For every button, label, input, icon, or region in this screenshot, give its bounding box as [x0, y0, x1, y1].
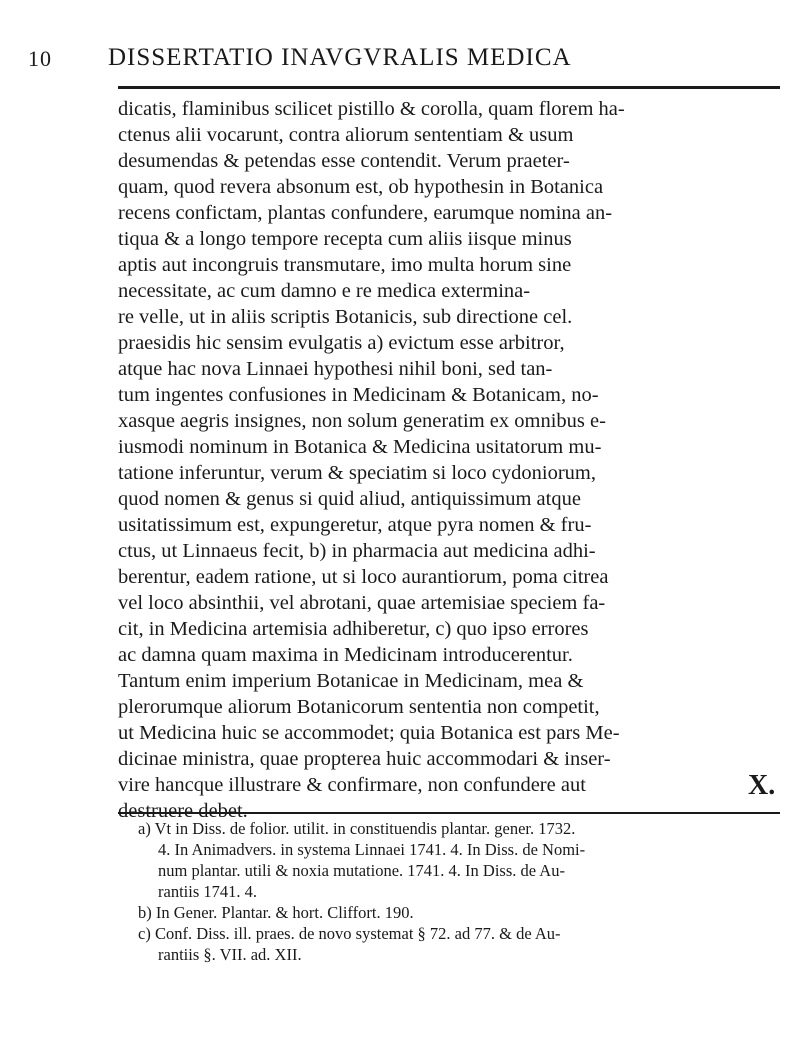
- body-line: necessitate, ac cum damno e re medica extermina-: [118, 280, 531, 302]
- body-line: quam, quod revera absonum est, ob hypothesin in Botanica: [118, 176, 604, 198]
- footnote-line: c) Conf. Diss. ill. praes. de novo systemat § 72. ad 77. & de Au-: [138, 924, 561, 943]
- footnote-line: 4. In Animadvers. in systema Linnaei 1741. 4. In Diss. de Nomi-: [158, 840, 586, 859]
- page-header: [28, 44, 768, 74]
- body-line: xasque aegris insignes, non solum generatim ex omnibus e-: [118, 410, 606, 432]
- body-line: aptis aut incongruis transmutare, imo multa horum sine: [118, 254, 572, 276]
- footnote-line: b) In Gener. Plantar. & hort. Cliffort. 190.: [138, 903, 414, 922]
- footnote-rule: [118, 812, 780, 814]
- body-line: quod nomen & genus si quid aliud, antiquissimum atque: [118, 488, 581, 510]
- footnotes: [138, 818, 778, 965]
- footnote-line: rantiis §. VII. ad. XII.: [158, 945, 302, 964]
- body-line: cit, in Medicina artemisia adhiberetur, c) quo ipso errores: [118, 618, 589, 640]
- page-number: 10: [28, 46, 52, 71]
- running-title: DISSERTATIO INAVGVRALIS MEDICA: [108, 44, 572, 71]
- body-line: ctenus alii vocarunt, contra aliorum sententiam & usum: [118, 124, 574, 146]
- body-text: [118, 96, 780, 824]
- body-line: tatione inferuntur, verum & speciatim si loco cydoniorum,: [118, 462, 596, 484]
- body-line: usitatissimum est, expungeretur, atque pyra nomen & fru-: [118, 514, 592, 536]
- body-line: recens confictam, plantas confundere, earumque nomina an-: [118, 202, 613, 224]
- body-line: atque hac nova Linnaei hypothesi nihil boni, sed tan-: [118, 358, 553, 380]
- body-line: dicatis, flaminibus scilicet pistillo & corolla, quam florem ha-: [118, 98, 625, 120]
- body-line: praesidis hic sensim evulgatis a) evictum esse arbitror,: [118, 332, 565, 354]
- body-line: plerorumque aliorum Botanicorum sententia non competit,: [118, 696, 600, 718]
- body-line: tiqua & a longo tempore recepta cum aliis iisque minus: [118, 228, 572, 250]
- body-line: vel loco absinthii, vel abrotani, quae artemisiae speciem fa-: [118, 592, 606, 614]
- body-line: tum ingentes confusiones in Medicinam & Botanicam, no-: [118, 384, 599, 406]
- header-rule: [118, 86, 780, 89]
- body-line: ac damna quam maxima in Medicinam introducerentur.: [118, 644, 573, 666]
- body-line: iusmodi nominum in Botanica & Medicina usitatorum mu-: [118, 436, 602, 458]
- footnote-line: num plantar. utili & noxia mutatione. 1741. 4. In Diss. de Au-: [158, 861, 565, 880]
- body-line: re velle, ut in aliis scriptis Botanicis, sub directione cel.: [118, 306, 573, 328]
- footnote-line: a) Vt in Diss. de folior. utilit. in constituendis plantar. gener. 1732.: [138, 819, 576, 838]
- body-line: ut Medicina huic se accommodet; quia Botanica est pars Me-: [118, 722, 620, 744]
- section-mark: X.: [748, 770, 776, 801]
- body-line: destruere debet.: [118, 800, 248, 822]
- footnote-line: rantiis 1741. 4.: [158, 882, 257, 901]
- body-line: desumendas & petendas esse contendit. Verum praeter-: [118, 150, 570, 172]
- body-line: Tantum enim imperium Botanicae in Medicinam, mea &: [118, 670, 584, 692]
- body-line: ctus, ut Linnaeus fecit, b) in pharmacia aut medicina adhi-: [118, 540, 596, 562]
- body-line: dicinae ministra, quae propterea huic accommodari & inser-: [118, 748, 611, 770]
- body-line: berentur, eadem ratione, ut si loco aurantiorum, poma citrea: [118, 566, 609, 588]
- body-line: vire hancque illustrare & confirmare, non confundere aut: [118, 774, 586, 796]
